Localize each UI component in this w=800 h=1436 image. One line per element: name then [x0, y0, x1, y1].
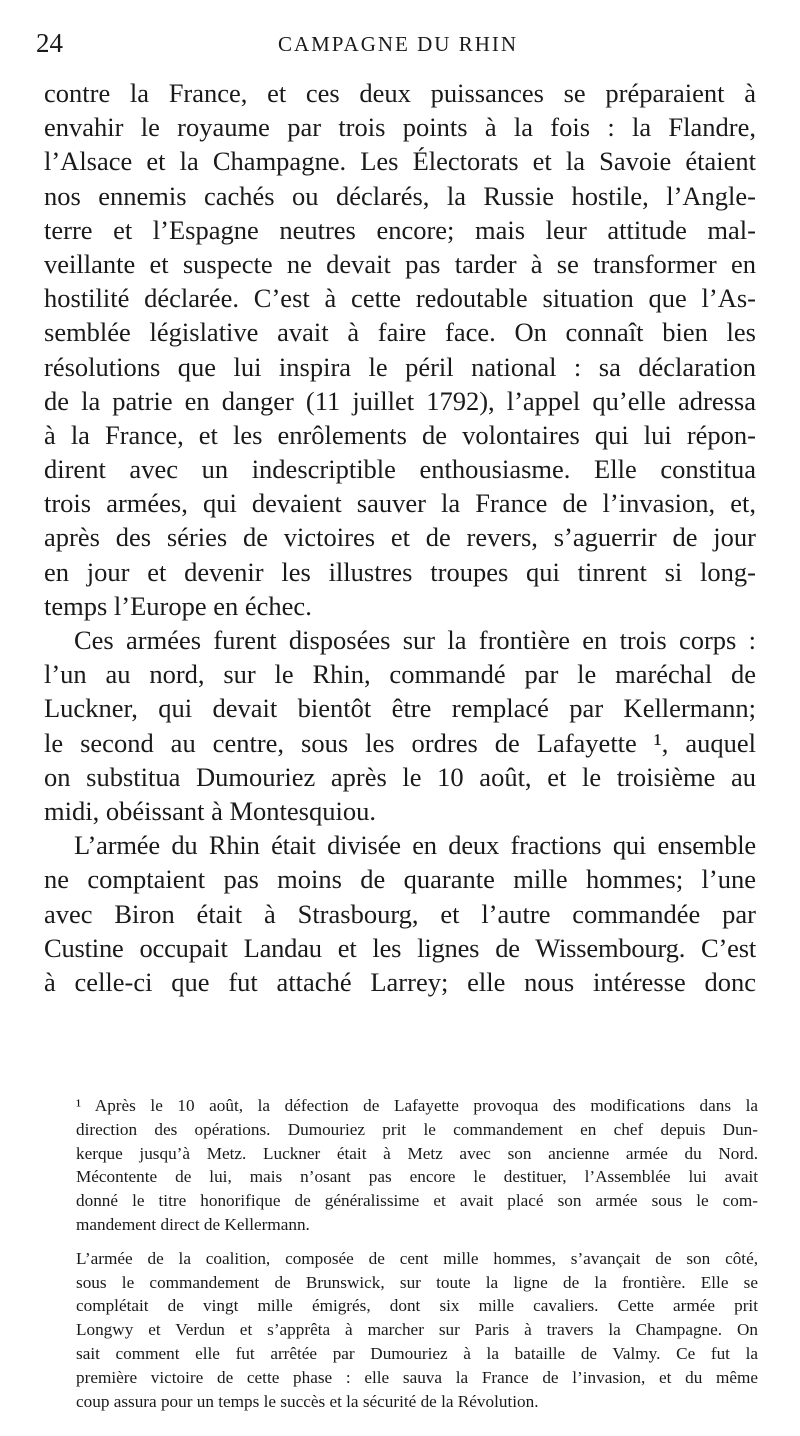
text-line: le second au centre, sous les ordres de Lafayette ¹, auquel — [44, 727, 756, 758]
footnote-line: coup assura pour un temps le succès et la sécurité de la Révolution. — [76, 1391, 539, 1411]
text-line: L’armée du Rhin était divisée en deux fractions qui ensemble — [74, 830, 756, 861]
text-line: de la patrie en danger (11 juillet 1792), l’appel qu’elle adressa — [44, 385, 756, 416]
text-line: trois armées, qui devaient sauver la France de l’invasion, et, — [44, 488, 756, 519]
footnote-spacer — [76, 1237, 758, 1247]
text-line: envahir le royaume par trois points à la fois : la Flandre, — [44, 112, 756, 143]
footnote-line: Longwy et Verdun et s’apprêta à marcher sur Paris à travers la Champagne. On — [76, 1320, 758, 1340]
footnote-line: sous le commandement de Brunswick, sur toute la ligne de la frontière. Elle se — [76, 1272, 758, 1292]
footnote-line: complétait de vingt mille émigrés, dont six mille cavaliers. Cette armée prit — [76, 1296, 758, 1316]
footnote-line: première victoire de cette phase : elle sauva la France de l’invasion, et du même — [76, 1367, 758, 1387]
text-line: veillante et suspecte ne devait pas tarder à se transformer en — [44, 248, 756, 279]
footnote-line: kerque jusqu’à Metz. Luckner était à Metz avec son ancienne armée du Nord. — [76, 1143, 758, 1163]
page-header — [36, 28, 760, 64]
footnote-line: sait comment elle fut arrêtée par Dumouriez à la bataille de Valmy. Ce fut la — [76, 1343, 758, 1363]
text-line: temps l’Europe en échec. — [44, 590, 312, 621]
text-line: ne comptaient pas moins de quarante mille hommes; l’une — [44, 864, 756, 895]
footnote-line: donné le titre honorifique de généralissime et avait placé son armée sous le com- — [76, 1191, 758, 1211]
page-number: 24 — [36, 28, 63, 58]
text-line: semblée législative avait à faire face. On connaît bien les — [44, 317, 756, 348]
text-line: hostilité déclarée. C’est à cette redoutable situation que l’As- — [44, 283, 756, 314]
text-line: on substitua Dumouriez après le 10 août, et le troisième au — [44, 761, 756, 792]
text-line: en jour et devenir les illustres troupes qui tinrent si long- — [44, 556, 756, 587]
text-line: midi, obéissant à Montesquiou. — [44, 795, 376, 826]
footnote-line: direction des opérations. Dumouriez prit le commandement en chef depuis Dun- — [76, 1119, 758, 1139]
text-line: Luckner, qui devait bientôt être remplacé par Kellermann; — [44, 693, 756, 724]
text-line: contre la France, et ces deux puissances se préparaient à — [44, 78, 756, 108]
text-line: terre et l’Espagne neutres encore; mais leur attitude mal- — [44, 214, 756, 245]
text-line: Custine occupait Landau et les lignes de Wissembourg. C’est — [44, 932, 756, 963]
footnote-line: L’armée de la coalition, composée de cent mille hommes, s’avançait de son côté, — [76, 1248, 758, 1268]
text-line: résolutions que lui inspira le péril national : sa déclaration — [44, 351, 756, 382]
text-line: à celle-ci que fut attaché Larrey; elle nous intéresse donc — [44, 966, 756, 997]
running-title: CAMPAGNE DU RHIN — [277, 32, 519, 56]
footnote-line: ¹ Après le 10 août, la défection de Lafayette provoqua des modifications dans la — [76, 1096, 758, 1115]
footnote-line: mandement direct de Kellermann. — [76, 1214, 310, 1234]
text-line: dirent avec un indescriptible enthousiasme. Elle constitua — [44, 454, 756, 485]
text-line: à la France, et les enrôlements de volontaires qui lui répon- — [44, 419, 756, 450]
text-line: l’Alsace et la Champagne. Les Électorats et la Savoie étaient — [44, 146, 756, 177]
text-line: nos ennemis cachés ou déclarés, la Russie hostile, l’Angle- — [44, 180, 756, 211]
footnotes — [76, 1094, 758, 1413]
text-line: avec Biron était à Strasbourg, et l’autre commandée par — [44, 898, 756, 929]
text-line: après des séries de victoires et de revers, s’aguerrir de jour — [44, 522, 756, 553]
footnote-line: Mécontente de lui, mais n’osant pas encore le destituer, l’Assemblée lui avait — [76, 1167, 758, 1187]
text-line: l’un au nord, sur le Rhin, commandé par le maréchal de — [44, 659, 756, 690]
main-text — [44, 76, 756, 999]
text-line: Ces armées furent disposées sur la frontière en trois corps : — [74, 625, 756, 655]
